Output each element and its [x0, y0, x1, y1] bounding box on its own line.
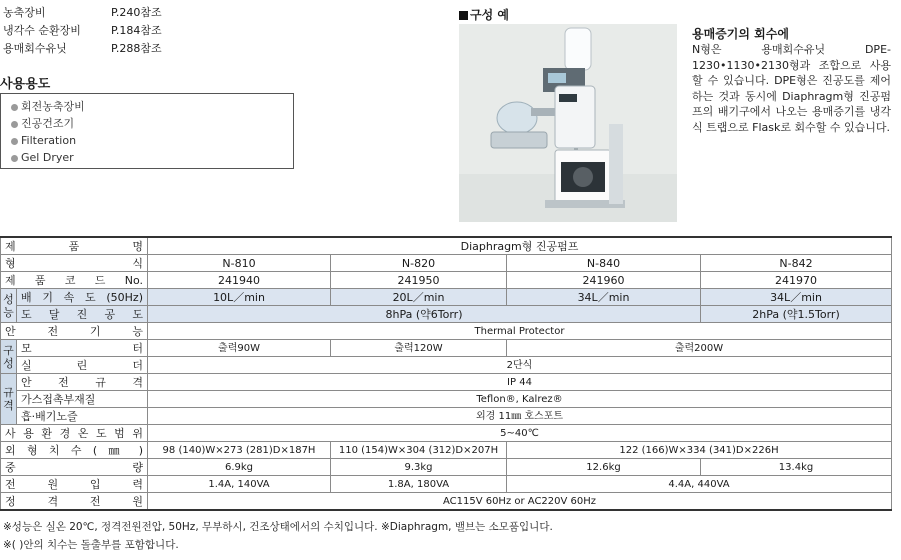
table-row	[1, 237, 892, 255]
code-cell: 241960	[507, 272, 701, 289]
example-title: 구성 예	[459, 6, 509, 23]
usage-item: 회전농축장비	[11, 98, 293, 115]
power-input-cell: 1.4A, 140VA	[148, 476, 331, 493]
weight-cell: 13.4kg	[701, 459, 892, 476]
table-row	[1, 340, 892, 357]
side-title: 용매증기의 회수에	[692, 27, 789, 41]
code-cell: 241940	[148, 272, 331, 289]
bullet-icon	[11, 104, 18, 111]
label-temp: 사 용 환 경 온 도 범 위	[1, 425, 148, 442]
square-bullet-icon	[459, 11, 468, 20]
label-standard: 안 전 규 격	[17, 374, 148, 391]
reference-item	[3, 40, 162, 56]
label-vacuum: 도 달 진 공 도	[17, 306, 148, 323]
power-input-cell: 4.4A, 440VA	[507, 476, 892, 493]
dims-cell: 110 (154)W×304 (312)D×207H	[331, 442, 507, 459]
reference-name: 농축장비	[3, 6, 46, 19]
model-cell: N-820	[331, 255, 507, 272]
side-text: N형은 용매회수유닛 DPE-1230•1130•2130형과 조합으로 사용할 수 있습니다. DPE형은 진공도를 제어하는 것과 동시에 Diaphragm형 진공펌프의 배기구에서 나오는 용매증기를 냉각식 트랩으로 Flask로 회수할 수 있습니다.	[692, 43, 891, 134]
motor-cell: 출력90W	[148, 340, 331, 357]
table-row	[1, 493, 892, 511]
spec-table	[0, 236, 892, 511]
label-material: 가스접촉부재질	[17, 391, 148, 408]
table-row	[1, 476, 892, 493]
table-row	[1, 391, 892, 408]
usage-item: 진공건조기	[11, 115, 293, 132]
model-cell: N-840	[507, 255, 701, 272]
reference-page: P.288참조	[111, 42, 162, 55]
evaporator-illustration-icon	[459, 24, 677, 222]
table-row	[1, 306, 892, 323]
label-product: 제 품 명	[1, 237, 148, 255]
weight-cell: 9.3kg	[331, 459, 507, 476]
bullet-icon	[11, 155, 18, 162]
reference-page: P.240참조	[111, 6, 162, 19]
model-cell: N-810	[148, 255, 331, 272]
label-nozzle: 흡·배기노즐	[17, 408, 148, 425]
code-cell: 241950	[331, 272, 507, 289]
reference-item	[3, 4, 162, 20]
label-code: 제 품 코 드 No.	[1, 272, 148, 289]
nozzle-cell: 외경 11㎜ 호스포트	[148, 408, 892, 425]
power-input-cell: 1.8A, 180VA	[331, 476, 507, 493]
motor-cell: 출력120W	[331, 340, 507, 357]
table-row	[1, 374, 892, 391]
reference-name: 용매회수유닛	[3, 42, 67, 55]
speed-cell: 34L／min	[507, 289, 701, 306]
usage-title: 사용용도	[0, 77, 51, 92]
cylinder-cell: 2단식	[148, 357, 892, 374]
usage-item: Gel Dryer	[11, 149, 293, 166]
speed-cell: 10L／min	[148, 289, 331, 306]
label-power-input: 전 원 입 력	[1, 476, 148, 493]
dims-cell: 122 (166)W×334 (341)D×226H	[507, 442, 892, 459]
reference-name: 냉각수 순환장비	[3, 24, 81, 37]
label-cylinder: 실 린 더	[17, 357, 148, 374]
material-cell: Teflon®, Kalrez®	[148, 391, 892, 408]
table-row	[1, 357, 892, 374]
label-speed: 배 기 속 도 (50Hz)	[17, 289, 148, 306]
speed-cell: 20L／min	[331, 289, 507, 306]
label-dims: 외 형 치 수 ( ㎜ )	[1, 442, 148, 459]
bullet-icon	[11, 138, 18, 145]
table-row	[1, 272, 892, 289]
weight-cell: 6.9kg	[148, 459, 331, 476]
reference-page: P.184참조	[111, 24, 162, 37]
product-name: Diaphragm형 진공펌프	[148, 237, 892, 255]
group-config: 구성	[1, 340, 17, 374]
standard-cell: IP 44	[148, 374, 892, 391]
footnote: ※( )안의 치수는 돌출부를 포함합니다.	[3, 539, 179, 551]
temp-cell: 5~40℃	[148, 425, 892, 442]
table-row	[1, 442, 892, 459]
table-row	[1, 408, 892, 425]
table-row	[1, 289, 892, 306]
group-standard: 규격	[1, 374, 17, 425]
model-cell: N-842	[701, 255, 892, 272]
label-motor: 모 터	[17, 340, 148, 357]
usage-box	[0, 93, 294, 169]
label-model: 형 식	[1, 255, 148, 272]
table-row	[1, 255, 892, 272]
motor-cell: 출력200W	[507, 340, 892, 357]
speed-cell: 34L／min	[701, 289, 892, 306]
bullet-icon	[11, 121, 18, 128]
label-rated-power: 정 격 전 원	[1, 493, 148, 511]
table-row	[1, 459, 892, 476]
code-cell: 241970	[701, 272, 892, 289]
safety-cell: Thermal Protector	[148, 323, 892, 340]
product-photo	[459, 24, 677, 222]
rated-power-cell: AC115V 60Hz or AC220V 60Hz	[148, 493, 892, 511]
group-performance: 성능	[1, 289, 17, 323]
weight-cell: 12.6kg	[507, 459, 701, 476]
vacuum-cell: 2hPa (약1.5Torr)	[701, 306, 892, 323]
table-row	[1, 323, 892, 340]
dims-cell: 98 (140)W×273 (281)D×187H	[148, 442, 331, 459]
reference-item	[3, 22, 162, 38]
label-weight: 중 량	[1, 459, 148, 476]
usage-item: Filteration	[11, 132, 293, 149]
footnote: ※성능은 실온 20℃, 정격전원전압, 50Hz, 무부하시, 건조상태에서의 수치입니다. ※Diaphragm, 밸브는 소모품입니다.	[3, 521, 553, 533]
table-row	[1, 425, 892, 442]
vacuum-cell: 8hPa (약6Torr)	[148, 306, 701, 323]
label-safety: 안 전 기 능	[1, 323, 148, 340]
